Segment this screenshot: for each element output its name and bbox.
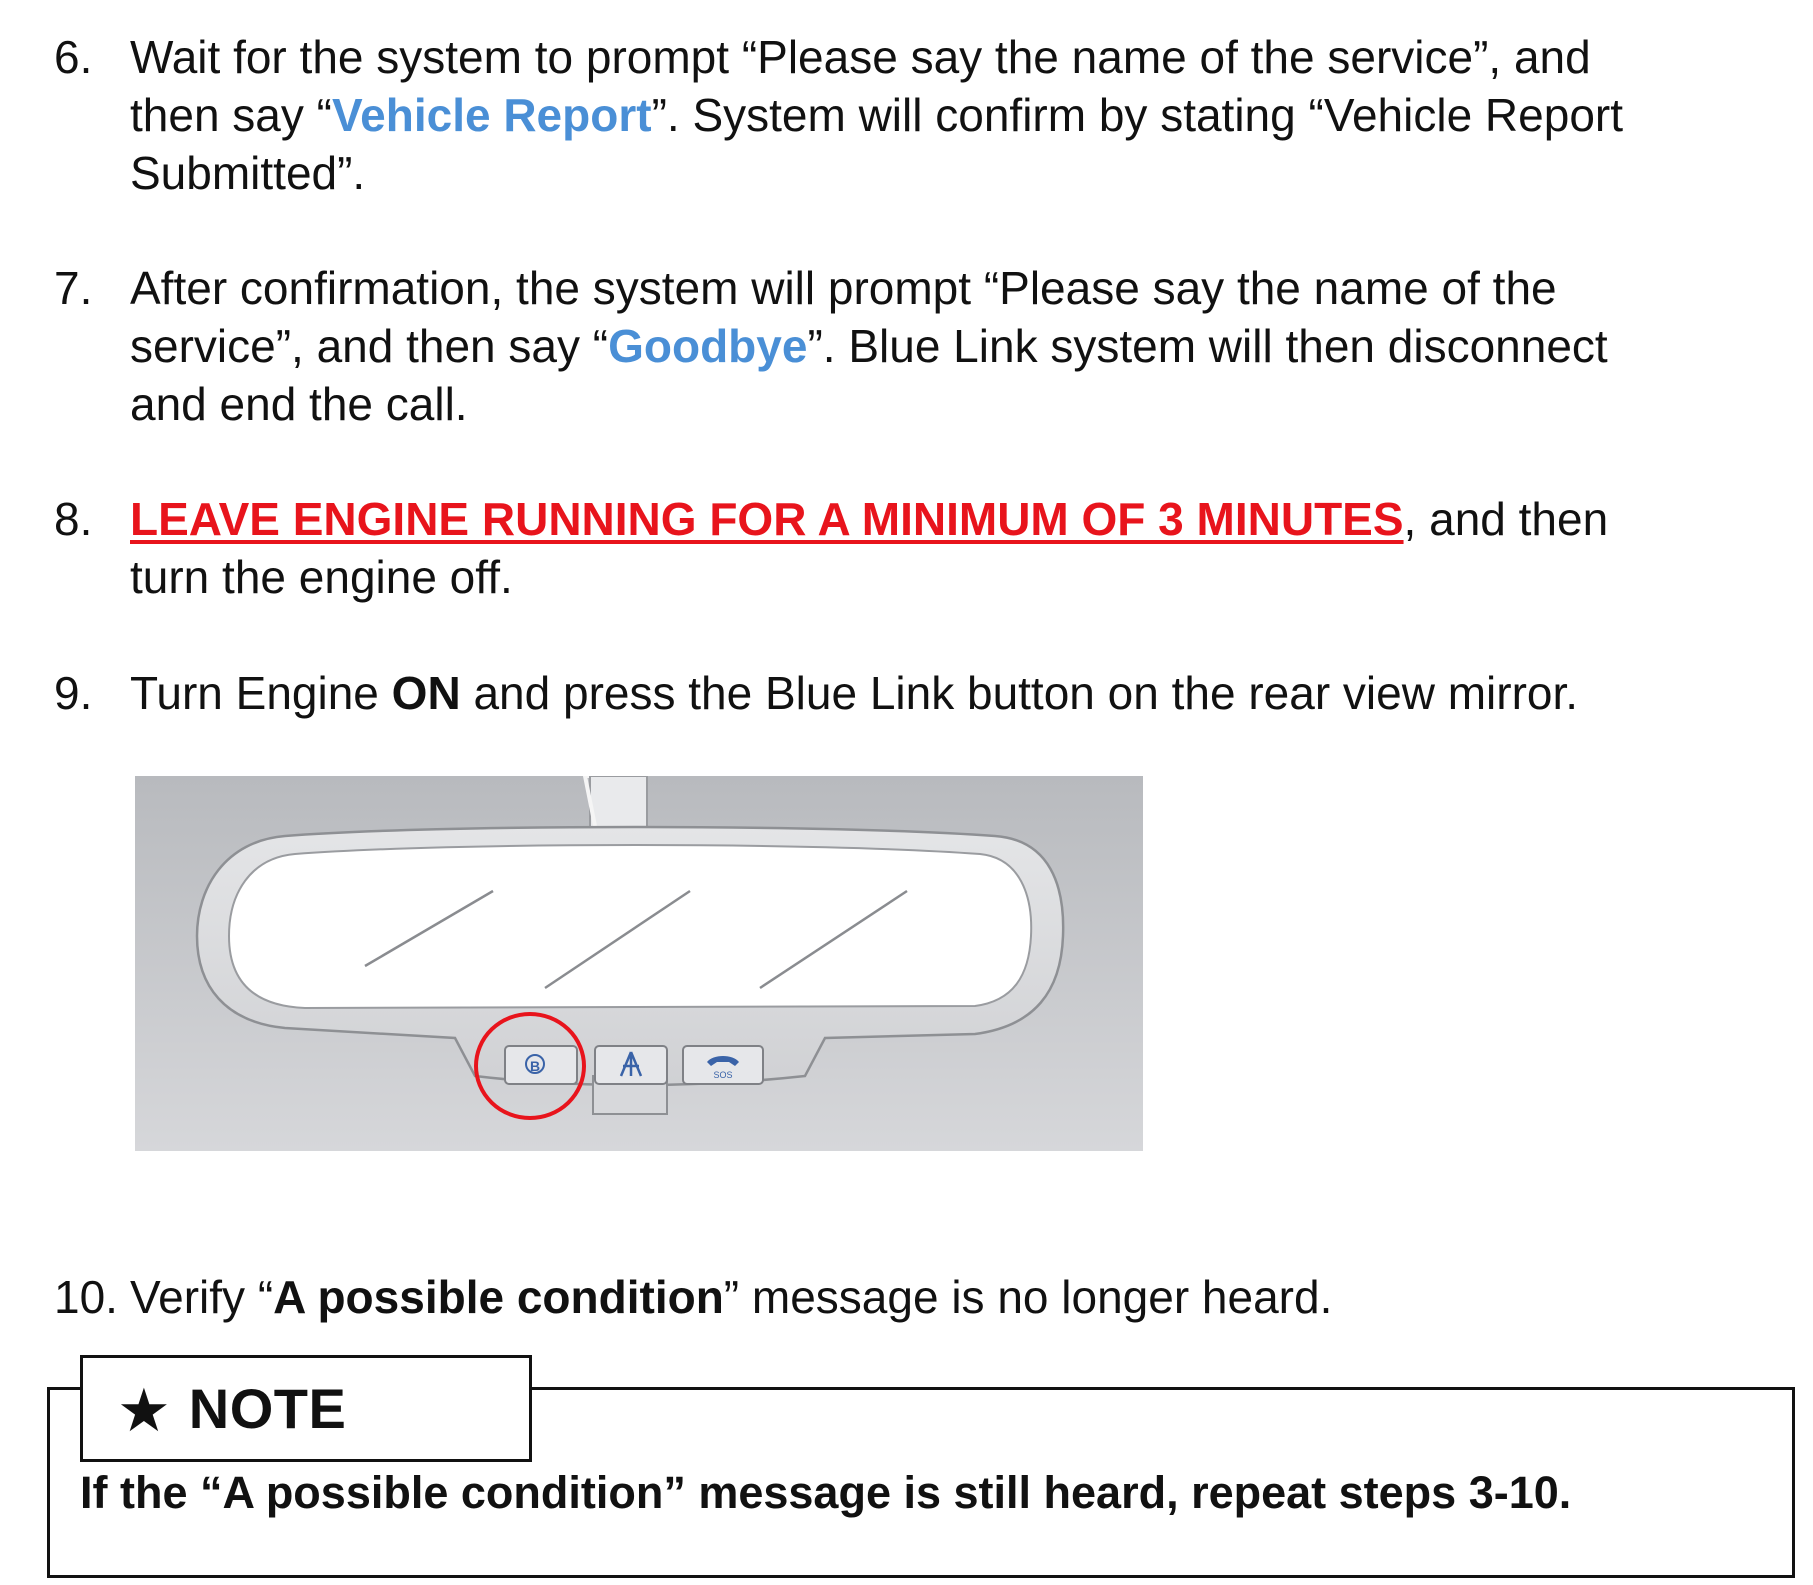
step-body: [130, 28, 1794, 202]
step-text-line: [130, 664, 1794, 722]
text-segment: , and then: [1403, 493, 1609, 545]
step-text-line: [130, 317, 1794, 375]
step-10: [54, 1268, 1794, 1326]
command-goodbye: Goodbye: [608, 320, 808, 372]
step-number: 9.: [54, 667, 93, 719]
navigation-button: [595, 1046, 667, 1084]
step-body: [130, 664, 1794, 722]
step-text-line: After confirmation, the system will prompt “Please say the name of the: [130, 262, 1557, 314]
mirror-glass: [229, 845, 1031, 1008]
text-segment: and press the Blue Link button on the rear view mirror.: [460, 667, 1579, 719]
step-8: [54, 490, 1794, 606]
text-segment: then say “: [130, 89, 332, 141]
step-number: 8.: [54, 493, 93, 545]
text-segment: ”. System will confirm by stating “Vehicle Report: [651, 89, 1623, 141]
text-segment: service”, and then say “: [130, 320, 609, 372]
svg-text:B: B: [529, 1058, 541, 1074]
note-title: NOTE: [188, 1377, 347, 1440]
step-text-line: [130, 490, 1794, 548]
step-text-line: [130, 86, 1794, 144]
command-vehicle-report: Vehicle Report: [332, 89, 652, 141]
text-segment: Turn Engine: [130, 667, 392, 719]
step-body: [130, 259, 1794, 433]
step-9: [54, 664, 1794, 722]
emphasis-possible-condition: A possible condition: [273, 1271, 724, 1323]
note-text: If the “A possible condition” message is still heard, repeat steps 3-10.: [80, 1467, 1572, 1518]
engine-warning: LEAVE ENGINE RUNNING FOR A MINIMUM OF 3 MINUTES: [130, 493, 1404, 545]
step-text-line: Wait for the system to prompt “Please say the name of the service”, and: [130, 31, 1591, 83]
step-text-line: turn the engine off.: [130, 551, 513, 603]
step-text-line: Submitted”.: [130, 147, 366, 199]
step-7: [54, 259, 1794, 433]
step-6: [54, 28, 1794, 202]
rear-view-mirror-illustration: [135, 776, 1143, 1151]
step-number: 10.: [54, 1271, 118, 1323]
star-icon: ★: [117, 1376, 171, 1444]
sos-button: [683, 1046, 763, 1084]
mirror-mount: [590, 776, 647, 828]
text-segment: Verify “: [130, 1271, 274, 1323]
step-text-line: and end the call.: [130, 378, 468, 430]
emphasis-on: ON: [391, 667, 461, 719]
step-body: [130, 490, 1794, 606]
text-segment: ” message is no longer heard.: [723, 1271, 1333, 1323]
svg-text:SOS: SOS: [713, 1070, 733, 1080]
step-body: [130, 1268, 1794, 1326]
step-number: 7.: [54, 262, 93, 314]
blue-link-button: [505, 1046, 577, 1084]
text-segment: ”. Blue Link system will then disconnect: [807, 320, 1608, 372]
step-number: 6.: [54, 31, 93, 83]
step-text-line: [130, 1268, 1794, 1326]
note-header: [80, 1355, 532, 1462]
